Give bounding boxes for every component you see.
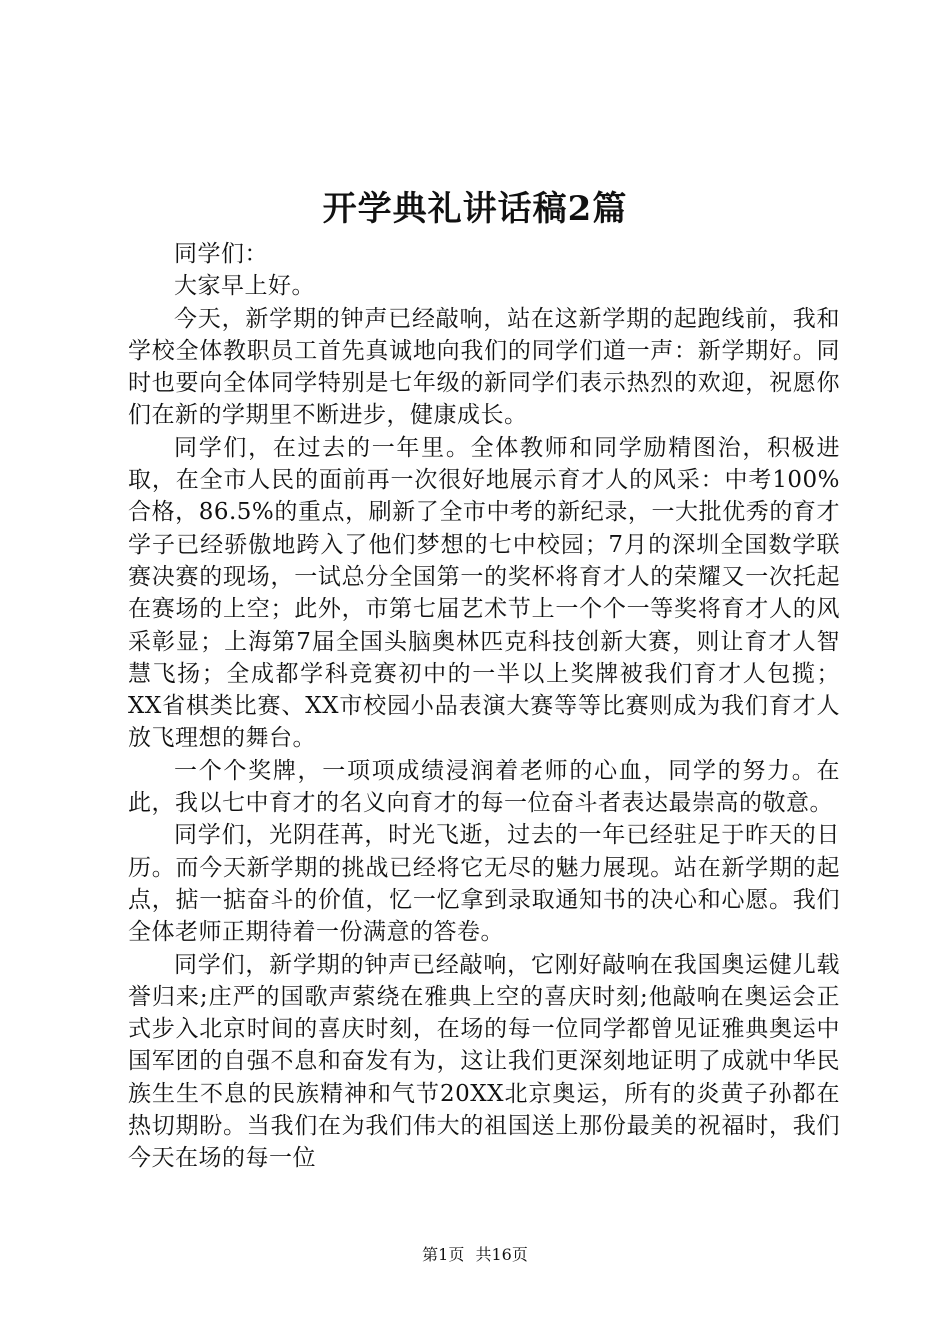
- paragraph-greeting: 同学们：: [174, 241, 268, 267]
- paragraph: 今天，新学期的钟声已经敲响，站在这新学期的起跑线前，我和学校全体教职员工首先真诚地向我们的同学们道一声：新学期好。同时也要向全体同学特别是七年级的新同学们表示热烈的欢迎，祝愿你们在新的学期里不断进步，健康成长。: [128, 305, 840, 429]
- page-number: 第1页: [422, 1245, 465, 1264]
- paragraph-morning: 大家早上好。: [174, 273, 315, 300]
- paragraph: 同学们，光阴荏苒，时光飞逝，过去的一年已经驻足于昨天的日历。而今天新学期的挑战已经将它无尽的魅力展现。站在新学期的起点，掂一掂奋斗的价值，忆一忆拿到录取通知书的决心和心愿。我们全体老师正期待着一份满意的答卷。: [128, 822, 840, 946]
- paragraph: 同学们，在过去的一年里。全体教师和同学励精图治，积极进取，在全市人民的面前再一次很好地展示育才人的风采：中考100%合格，86.5%的重点，刷新了全市中考的新纪录，一大批优秀的育才学子已经骄傲地跨入了他们梦想的七中校园；7月的深圳全国数学联赛决赛的现场，一试总分全国第一的奖杯将育才人的荣耀又一次托起在赛场的上空；此外，市第七届艺术节上一个个一等奖将育才人的风采彰显；上海第7届全国头脑奥林匹克科技创新大赛，则让育才人智慧飞扬；全成都学科竞赛初中的一半以上奖牌被我们育才人包揽；XX省棋类比赛、XX市校园小品表演大赛等等比赛则成为我们育才人放飞理想的舞台。: [128, 434, 840, 752]
- paragraph: 一个个奖牌，一项项成绩浸润着老师的心血，同学的努力。在此，我以七中育才的名义向育才的每一位奋斗者表达最崇高的敬意。: [128, 757, 840, 817]
- page-total: 共16页: [475, 1245, 528, 1264]
- paragraph: 同学们，新学期的钟声已经敲响，它刚好敲响在我国奥运健儿载誉归来;庄严的国歌声萦绕在雅典上空的喜庆时刻;他敲响在奥运会正式步入北京时间的喜庆时刻，在场的每一位同学都曾见证雅典奥运中国军团的自强不息和奋发有为，这让我们更深刻地证明了成就中华民族生生不息的民族精神和气节20XX北京奥运，所有的炎黄子孙都在热切期盼。当我们在为我们伟大的祖国送上那份最美的祝福时，我们今天在场的每一位: [128, 951, 840, 1172]
- document-body: [128, 238, 840, 1175]
- page-footer: [0, 1244, 950, 1266]
- document-title: 开学典礼讲话稿2篇: [322, 189, 628, 229]
